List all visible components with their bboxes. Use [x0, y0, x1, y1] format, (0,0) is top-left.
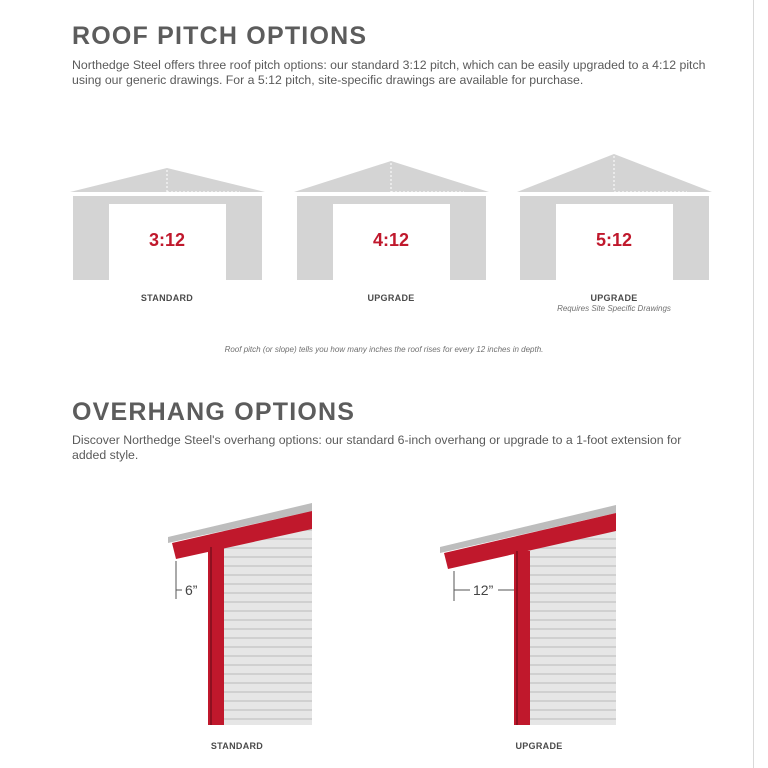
overhang-section-title: OVERHANG OPTIONS	[72, 398, 356, 426]
roof-pitch-diagram-upgrade-site-specific	[517, 150, 712, 282]
overhang-caption-upgrade: UPGRADE	[515, 741, 563, 751]
overhang-diagram-upgrade	[436, 495, 626, 731]
overhang-caption-standard: STANDARD	[210, 741, 264, 751]
roof-pitch-diagram-upgrade	[294, 150, 489, 282]
overhang-dimension-label: 6”	[185, 582, 198, 598]
pitch-label: 3:12	[148, 230, 186, 250]
pitch-label: 5:12	[595, 230, 633, 250]
roof-caption-upgrade: UPGRADE	[367, 293, 415, 303]
overhang-section-description: Discover Northedge Steel's overhang options: our standard 6-inch overhang or upgrade to a 1-foot extension for added style.	[72, 433, 682, 462]
overhang-dimension-label: 12”	[473, 582, 494, 598]
roof-caption-standard: STANDARD	[140, 293, 194, 303]
roof-caption-upgrade-site: UPGRADE	[590, 293, 638, 303]
roof-caption-site-note: Requires Site Specific Drawings	[557, 304, 671, 313]
roof-pitch-footnote: Roof pitch (or slope) tells you how many inches the roof rises for every 12 inches in depth.	[224, 345, 544, 354]
wall-post-shadow	[516, 551, 518, 725]
wall-post-shadow	[210, 547, 212, 725]
overhang-diagram-standard	[160, 495, 320, 731]
pitch-label: 4:12	[372, 230, 410, 250]
roof-section-description: Northedge Steel offers three roof pitch options: our standard 3:12 pitch, which can be easily upgraded to a 4:12 pitch using our generic drawings. For a 5:12 pitch, site-specific drawings are available for purchase.	[72, 58, 706, 87]
roof-section-title: ROOF PITCH OPTIONS	[72, 22, 368, 50]
page-edge-line	[753, 0, 754, 768]
roof-pitch-diagram-standard	[70, 150, 265, 282]
